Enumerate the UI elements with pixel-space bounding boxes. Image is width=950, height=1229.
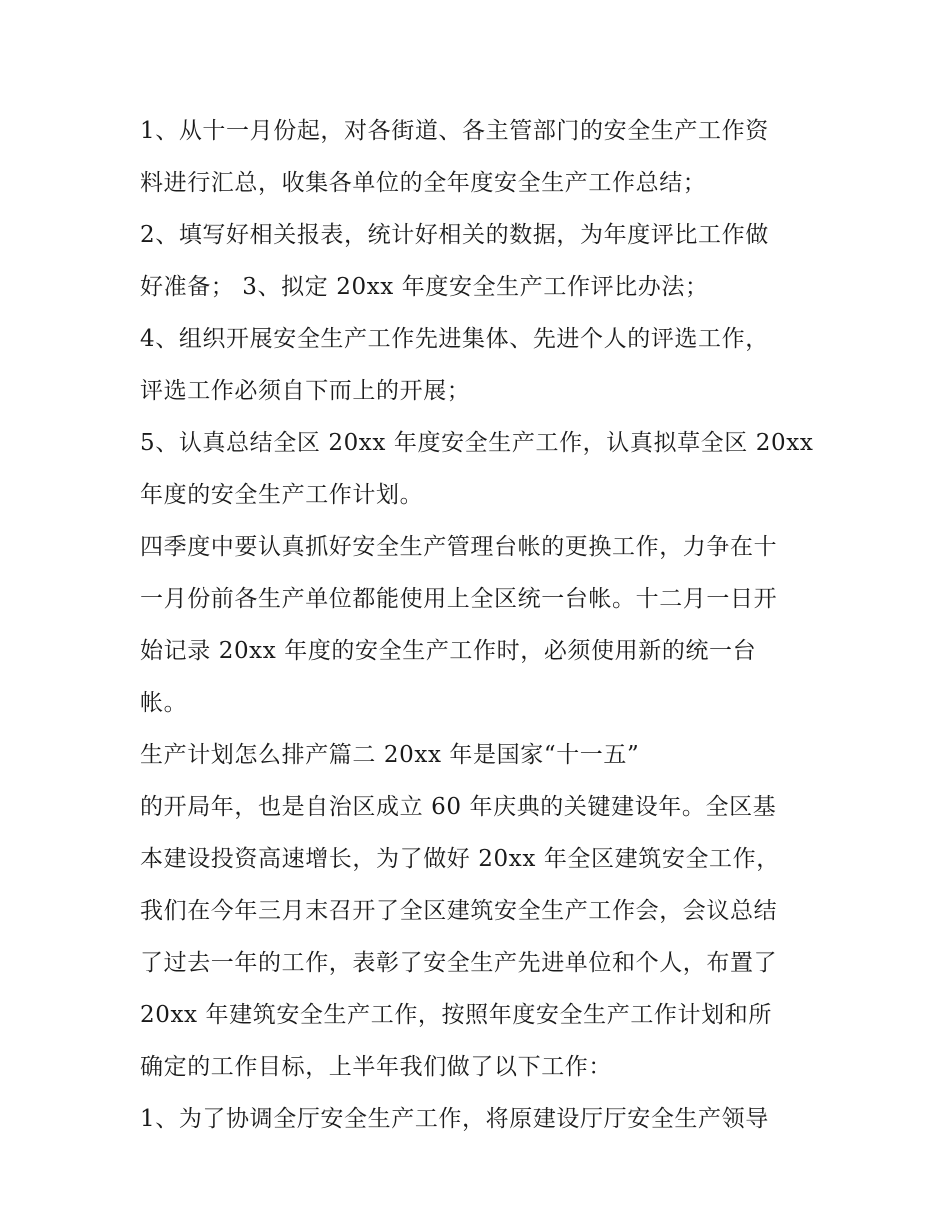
text-line: 2、填写好相关报表，统计好相关的数据，为年度评比工作做 [140,222,769,248]
text-line: 始记录 20xx 年度的安全生产工作时，必须使用新的统一台 [140,638,757,664]
text-line: 20xx 年建筑安全生产工作，按照年度安全生产工作计划和所 [140,1002,772,1028]
text-line: 四季度中要认真抓好安全生产管理台帐的更换工作，力争在十 [140,534,778,560]
text-line: 帐。 [140,690,188,716]
text-line: 我们在今年三月末召开了全区建筑安全生产工作会，会议总结 [140,898,778,924]
text-line: 年度的安全生产工作计划。 [140,482,424,508]
text-line: 了过去一年的工作，表彰了安全生产先进单位和个人，布置了 [140,950,778,976]
text-line: 本建设投资高速增长，为了做好 20xx 年全区建筑安全工作， [140,846,780,872]
text-line: 4、组织开展安全生产工作先进集体、先进个人的评选工作， [140,326,769,352]
text-line: 1、为了协调全厅安全生产工作，将原建设厅厅安全生产领导 [140,1106,769,1132]
text-line: 5、认真总结全区 20xx 年度安全生产工作，认真拟草全区 20xx [140,430,814,456]
document-body [140,107,830,1147]
text-line: 1、从十一月份起，对各街道、各主管部门的安全生产工作资 [140,118,769,144]
text-line: 一月份前各生产单位都能使用上全区统一台帐。十二月一日开 [140,586,778,612]
text-line: 好准备； 3、拟定 20xx 年度安全生产工作评比办法； [140,274,709,300]
text-line: 料进行汇总，收集各单位的全年度安全生产工作总结； [140,170,707,196]
text-line: 确定的工作目标，上半年我们做了以下工作： [140,1054,612,1080]
text-line: 的开局年，也是自治区成立 60 年庆典的关键建设年。全区基 [140,794,777,820]
text-line: 生产计划怎么排产篇二 20xx 年是国家“十一五” [140,742,640,768]
text-line: 评选工作必须自下而上的开展； [140,378,471,404]
